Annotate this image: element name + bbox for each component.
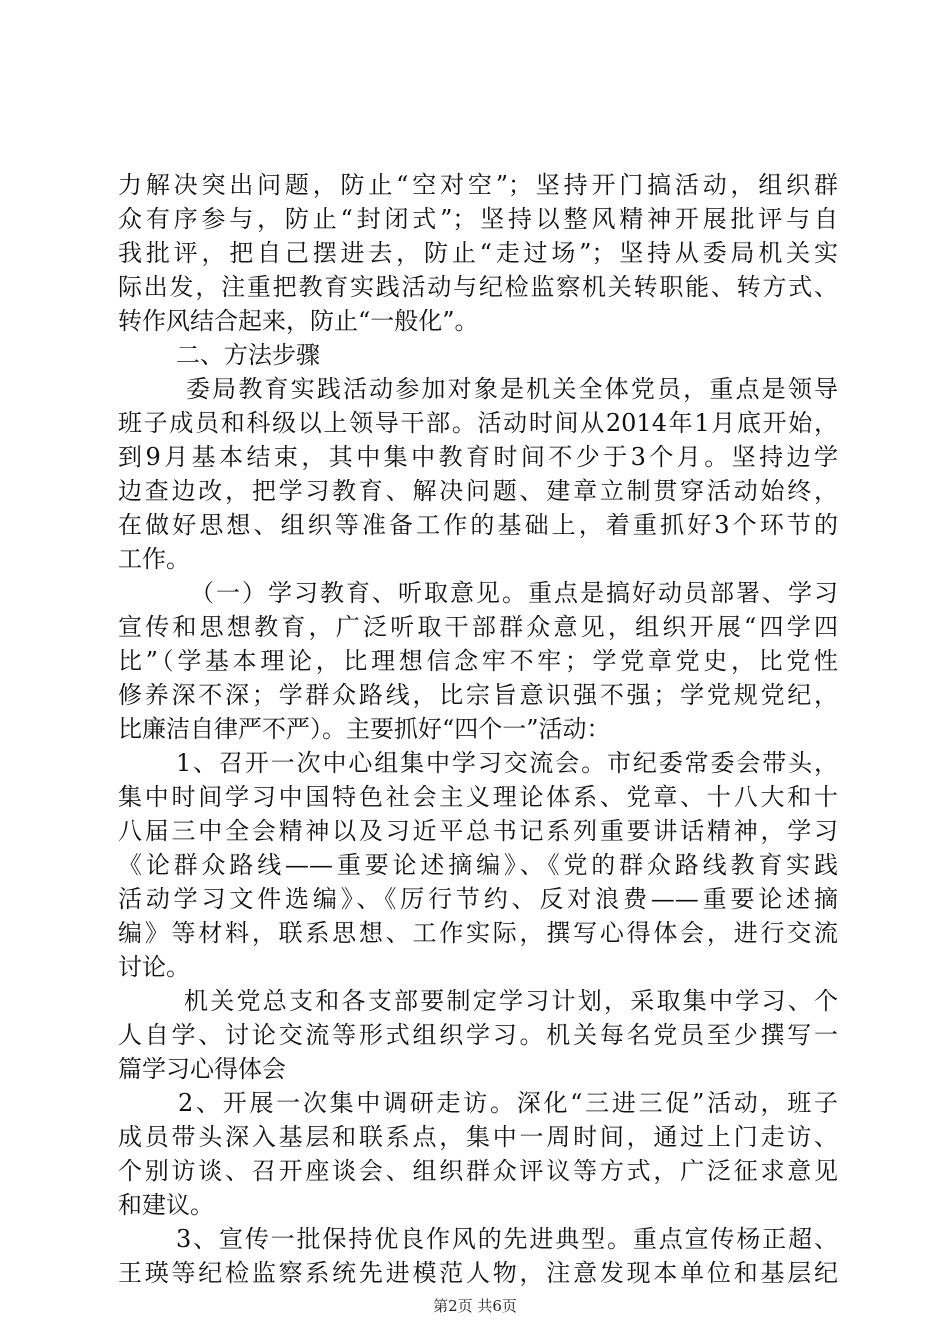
text-line: 班子成员和科级以上领导干部。活动时间从2014年1月底开始， xyxy=(118,409,838,437)
text-line: 成员带头深入基层和联系点，集中一周时间，通过上门走访、 xyxy=(118,1123,838,1151)
text-line: 众有序参与，防止“封闭式”；坚持以整风精神开展批评与自 xyxy=(118,205,838,233)
text-line: 宣传和思想教育，广泛听取干部群众意见，组织开展“四学四 xyxy=(118,613,838,641)
page-footer: 第2页 共6页 xyxy=(433,1297,517,1315)
text-line: 转作风结合起来，防止“一般化”。 xyxy=(118,307,479,335)
text-line: 到9月基本结束，其中集中教育时间不少于3个月。坚持边学 xyxy=(118,443,838,471)
text-line: 在做好思想、组织等准备工作的基础上，着重抓好3个环节的 xyxy=(118,511,838,539)
text-line: 工作。 xyxy=(118,545,190,573)
text-line: （一）学习教育、听取意见。重点是搞好动员部署、学习 xyxy=(190,579,838,607)
text-line: 机关党总支和各支部要制定学习计划，采取集中学习、个 xyxy=(184,987,838,1015)
text-line: 委局教育实践活动参加对象是机关全体党员，重点是领导 xyxy=(186,375,838,403)
text-line: 个别访谈、召开座谈会、组织群众评议等方式，广泛征求意见 xyxy=(118,1157,838,1185)
text-line: 和建议。 xyxy=(118,1191,214,1219)
text-line: 活动学习文件选编》、《厉行节约、反对浪费——重要论述摘 xyxy=(118,885,838,913)
document-body xyxy=(118,168,838,1290)
text-line: 二、方法步骤 xyxy=(176,341,320,369)
text-line: 3、宣传一批保持优良作风的先进典型。重点宣传杨正超、 xyxy=(176,1225,838,1253)
text-line: 《论群众路线——重要论述摘编》、《党的群众路线教育实践 xyxy=(118,851,838,879)
text-line: 集中时间学习中国特色社会主义理论体系、党章、十八大和十 xyxy=(118,783,838,811)
text-line: 我批评，把自己摆进去，防止“走过场”；坚持从委局机关实 xyxy=(118,239,838,267)
text-line: 力解决突出问题，防止“空对空”；坚持开门搞活动，组织群 xyxy=(118,171,838,199)
text-line: 篇学习心得体会 xyxy=(118,1055,286,1083)
text-line: 讨论。 xyxy=(118,953,190,981)
text-line: 编》等材料，联系思想、工作实际，撰写心得体会，进行交流 xyxy=(118,919,838,947)
text-line: 比”（学基本理论，比理想信念牢不牢；学党章党史，比党性 xyxy=(118,647,838,675)
text-line: 2、开展一次集中调研走访。深化“三进三促”活动，班子 xyxy=(178,1089,838,1117)
text-line: 际出发，注重把教育实践活动与纪检监察机关转职能、转方式、 xyxy=(118,273,838,301)
text-line: 边查边改，把学习教育、解决问题、建章立制贯穿活动始终， xyxy=(118,477,838,505)
text-line: 比廉洁自律严不严）。主要抓好“四个一”活动： xyxy=(118,715,611,743)
text-line: 王瑛等纪检监察系统先进模范人物，注意发现本单位和基层纪 xyxy=(118,1259,838,1287)
text-line: 修养深不深；学群众路线，比宗旨意识强不强；学党规党纪， xyxy=(118,681,838,709)
text-line: 1、召开一次中心组集中学习交流会。市纪委常委会带头， xyxy=(176,749,838,777)
text-line: 八届三中全会精神以及习近平总书记系列重要讲话精神，学习 xyxy=(118,817,838,845)
text-line: 人自学、讨论交流等形式组织学习。机关每名党员至少撰写一 xyxy=(118,1021,838,1049)
